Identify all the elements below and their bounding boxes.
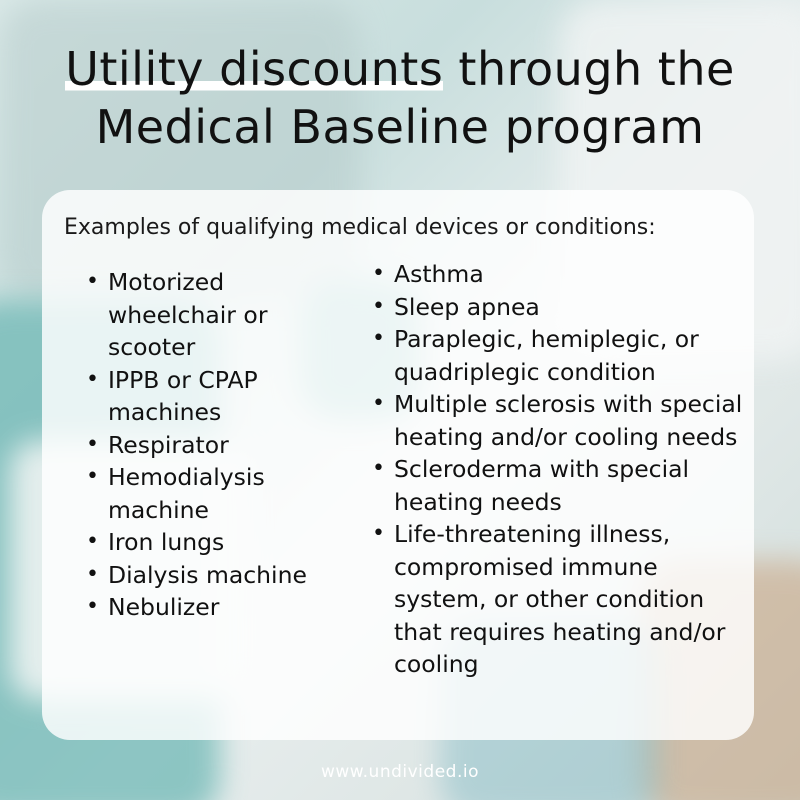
list-item: • Scleroderma with special heating needs bbox=[372, 453, 748, 518]
list-item: • Multiple sclerosis with special heating and/or cooling needs bbox=[372, 388, 748, 453]
list-item: • Hemodialysis machine bbox=[86, 461, 356, 526]
card-intro: Examples of qualifying medical devices or conditions: bbox=[64, 215, 656, 240]
list-item: • Asthma bbox=[372, 258, 748, 291]
list-item: • Nebulizer bbox=[86, 591, 356, 624]
device-list bbox=[86, 266, 356, 624]
list-item: • Sleep apnea bbox=[372, 291, 748, 324]
condition-list bbox=[372, 258, 748, 681]
list-item: • Iron lungs bbox=[86, 526, 356, 559]
title-line1-rest: through the bbox=[443, 42, 735, 96]
content-card bbox=[42, 190, 754, 740]
list-item: • Life-threatening illness, compromised immune system, or other condition that requires heating and/or cooling bbox=[372, 518, 748, 681]
list-item: • Dialysis machine bbox=[86, 559, 356, 592]
list-item: • Motorized wheelchair or scooter bbox=[86, 266, 356, 364]
list-item: • IPPB or CPAP machines bbox=[86, 364, 356, 429]
list-item: • Paraplegic, hemiplegic, or quadriplegic condition bbox=[372, 323, 748, 388]
list-item: • Respirator bbox=[86, 429, 356, 462]
title-highlight: Utility discounts bbox=[65, 42, 444, 96]
title-line2: Medical Baseline program bbox=[95, 100, 705, 154]
website-url: www.undivided.io bbox=[321, 762, 479, 782]
page-title bbox=[0, 40, 800, 156]
